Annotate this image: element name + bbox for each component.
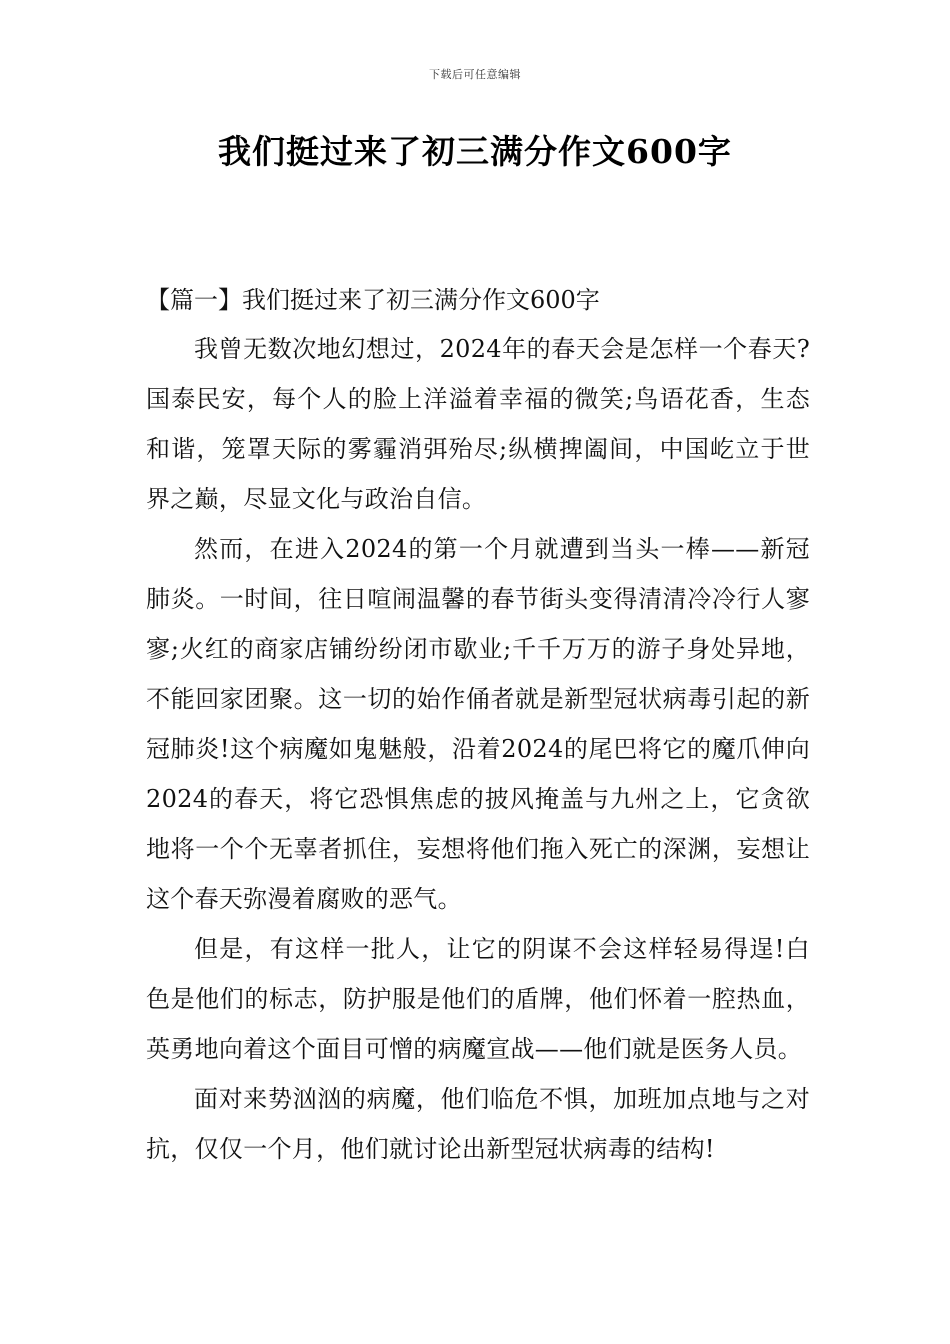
paragraph-2: 然而，在进入2024的第一个月就遭到当头一棒——新冠肺炎。一时间，往日喧闹温馨的春节街头变得清清冷冷行人寥寥;火红的商家店铺纷纷闭市歇业;千千万万的游子身处异地，不能回家团聚。这一切的始作俑者就是新型冠状病毒引起的新冠肺炎!这个病魔如鬼魅般，沿着2024的尾巴将它的魔爪伸向2024的春天，将它恐惧焦虑的披风掩盖与九州之上，它贪欲地将一个个无辜者抓住，妄想将他们拖入死亡的深渊，妄想让这个春天弥漫着腐败的恶气。	[146, 535, 810, 913]
paragraph-3: 但是，有这样一批人，让它的阴谋不会这样轻易得逞!白色是他们的标志，防护服是他们的盾牌，他们怀着一腔热血，英勇地向着这个面目可憎的病魔宣战——他们就是医务人员。	[146, 935, 810, 1063]
paragraph-1: 我曾无数次地幻想过，2024年的春天会是怎样一个春天?国泰民安，每个人的脸上洋溢着幸福的微笑;鸟语花香，生态和谐，笼罩天际的雾霾消弭殆尽;纵横捭阖间，中国屹立于世界之巅，尽显文化与政治自信。	[146, 335, 810, 513]
paragraph-4: 面对来势汹汹的病魔，他们临危不惧，加班加点地与之对抗，仅仅一个月，他们就讨论出新型冠状病毒的结构!	[146, 1085, 810, 1163]
header-note: 下载后可任意编辑	[429, 68, 521, 81]
document-body	[146, 276, 810, 1174]
document-title: 我们挺过来了初三满分作文600字	[218, 132, 732, 171]
section-heading: 【篇一】我们挺过来了初三满分作文600字	[146, 286, 600, 314]
